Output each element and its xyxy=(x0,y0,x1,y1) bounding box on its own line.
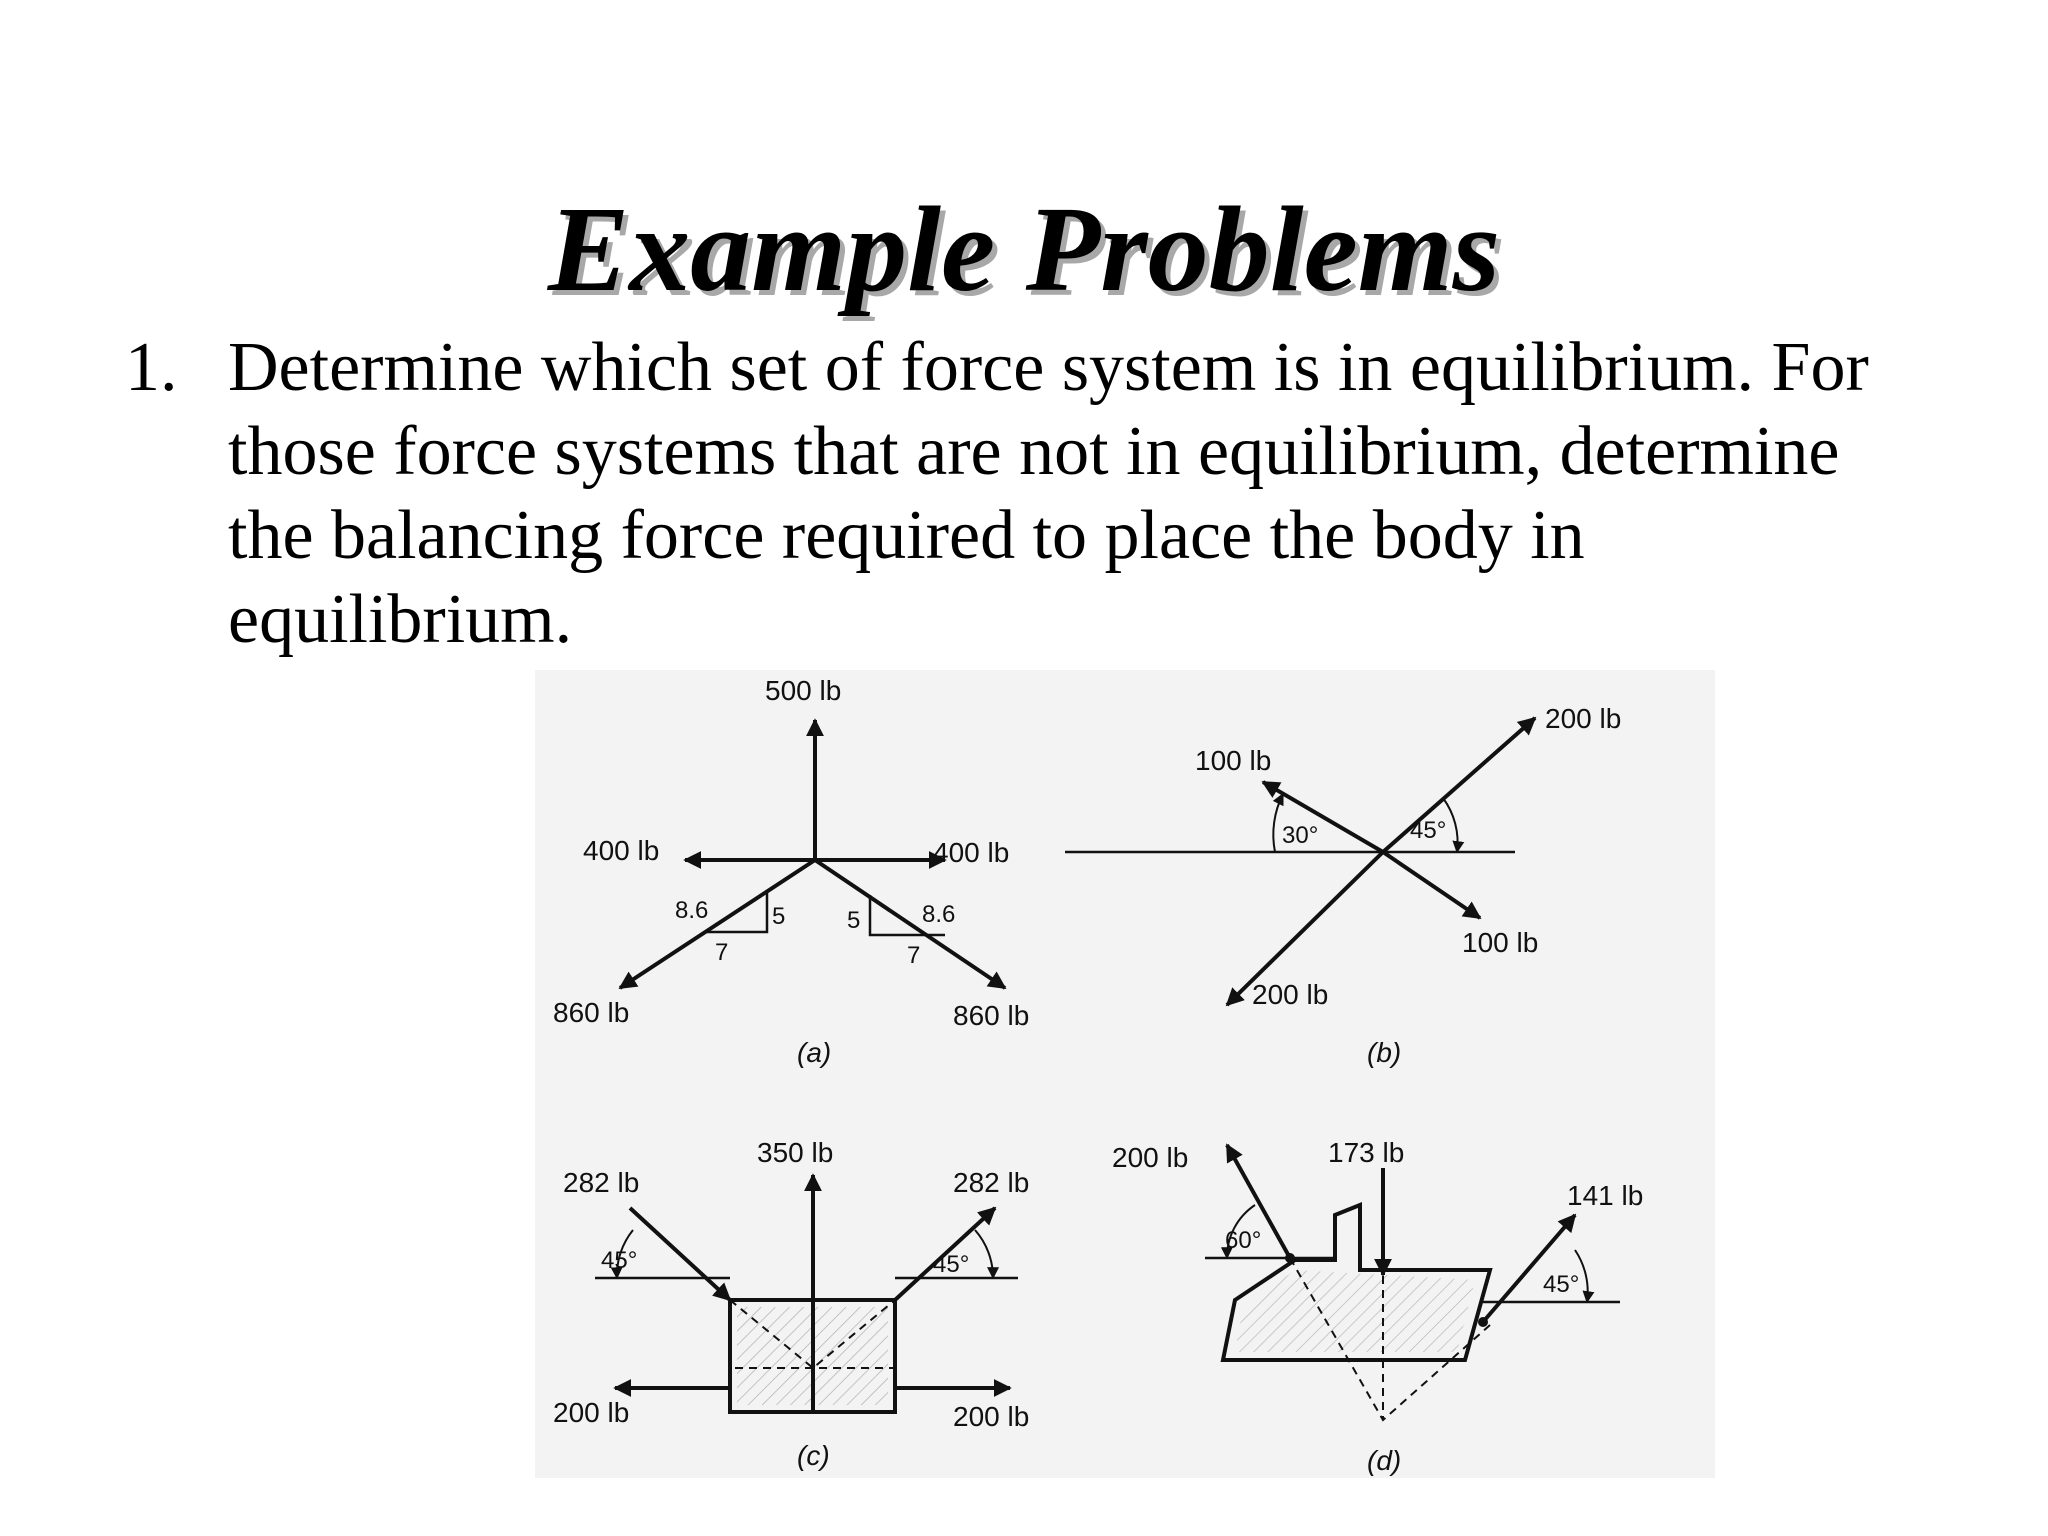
label-a-slope-left-hyp: 8.6 xyxy=(675,897,709,924)
label-a-slope-left-run: 7 xyxy=(715,939,729,966)
label-b-angle-left: 30° xyxy=(1282,822,1319,849)
label-a-force-left: 400 lb xyxy=(583,835,660,866)
label-c-angle-left: 45° xyxy=(601,1247,638,1274)
label-c-angle-right: 45° xyxy=(933,1251,970,1278)
caption-a: (a) xyxy=(797,1037,832,1068)
label-c-force-left: 200 lb xyxy=(553,1397,630,1428)
label-d-angle-right: 45° xyxy=(1543,1271,1580,1298)
label-c-force-up: 350 lb xyxy=(757,1137,834,1168)
problem-number: 1. xyxy=(125,329,178,406)
slide-title: Example Problems xyxy=(547,182,1501,317)
label-d-angle-left: 60° xyxy=(1225,1227,1262,1254)
label-c-force-right: 200 lb xyxy=(953,1401,1030,1432)
label-a-slope-right-hyp: 8.6 xyxy=(922,901,956,928)
label-c-force-upper-right: 282 lb xyxy=(953,1167,1030,1198)
problem-line-4: equilibrium. xyxy=(228,581,573,658)
label-d-force-upper-left: 200 lb xyxy=(1112,1142,1189,1173)
label-a-slope-right-rise: 5 xyxy=(847,907,861,934)
label-b-angle-right: 45° xyxy=(1410,817,1447,844)
label-c-force-upper-left: 282 lb xyxy=(563,1167,640,1198)
label-a-slope-right-run: 7 xyxy=(907,942,921,969)
label-b-force-upper-right: 200 lb xyxy=(1545,703,1622,734)
label-d-force-down: 173 lb xyxy=(1328,1137,1405,1168)
problem-line-3: the balancing force required to place the body in xyxy=(228,497,1585,574)
caption-d: (d) xyxy=(1367,1445,1402,1476)
problem-line-2: those force systems that are not in equilibrium, determine xyxy=(228,413,1840,490)
problem-line-1: Determine which set of force system is in equilibrium. For xyxy=(228,329,1869,406)
scan-background xyxy=(535,670,1715,1478)
label-a-force-lower-right: 860 lb xyxy=(953,1000,1030,1031)
force-systems-figure xyxy=(535,670,1715,1478)
caption-b: (b) xyxy=(1367,1037,1402,1068)
label-b-force-lower-left: 200 lb xyxy=(1252,979,1329,1010)
label-a-force-lower-left: 860 lb xyxy=(553,997,630,1028)
label-a-force-up: 500 lb xyxy=(765,675,842,706)
problem-statement xyxy=(228,326,1928,662)
label-a-slope-left-rise: 5 xyxy=(772,903,786,930)
label-b-force-lower-right: 100 lb xyxy=(1462,927,1539,958)
label-d-force-right: 141 lb xyxy=(1567,1180,1644,1211)
label-b-force-upper-left: 100 lb xyxy=(1195,745,1272,776)
caption-c: (c) xyxy=(797,1440,830,1471)
label-a-force-right: 400 lb xyxy=(933,837,1010,868)
